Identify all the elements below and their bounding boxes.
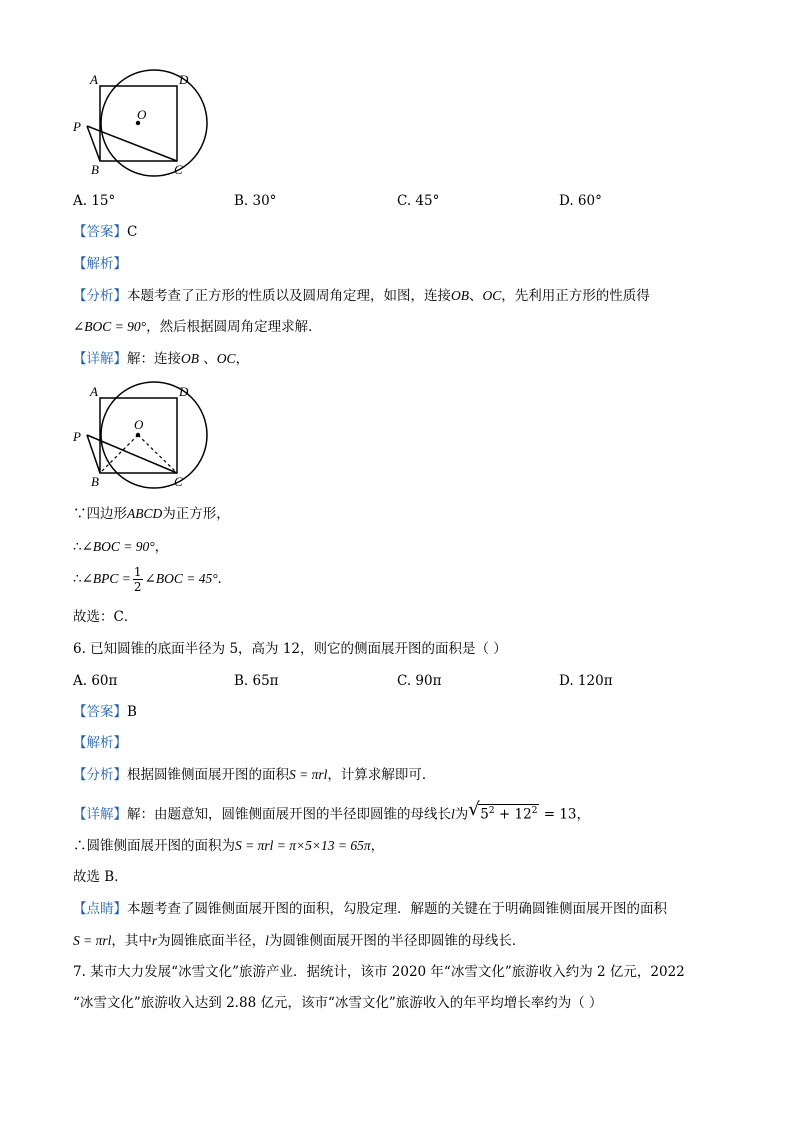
math-ob: OB [451, 288, 469, 303]
math-angle-bpc: ∠BPC = [81, 571, 131, 586]
radical-sign: √ [468, 799, 480, 820]
q5-option-b: B. 30° [234, 193, 277, 209]
exp: 2 [531, 806, 538, 816]
q6-note-line1 [73, 903, 667, 917]
math-abcd: ABCD [127, 506, 163, 521]
sqrt-a: 5 [480, 806, 489, 823]
segment-oc-dashed [138, 435, 177, 473]
label-b: B [91, 474, 99, 489]
detail-wei: 为 [454, 806, 469, 823]
step2-post: ， [154, 539, 169, 555]
label-o: O [134, 417, 144, 432]
q5-option-c: C. 45° [397, 193, 440, 209]
step-pre: ∴圆锥侧面展开图的面积为 [73, 838, 235, 854]
note-text: 本题考查了圆锥侧面展开图的面积，勾股定理．解题的关键在于明确圆锥侧面展开图的面积 [127, 901, 667, 917]
q5-analysis-line2 [73, 320, 322, 335]
math-r: r [151, 933, 158, 948]
analysis-text: 根据圆锥侧面展开图的面积 [127, 767, 289, 783]
step3-post: ． [217, 571, 232, 587]
detail-tag: 【详解】 [73, 351, 127, 367]
label-d: D [179, 72, 189, 87]
label-c: C [174, 162, 183, 177]
center-point [136, 433, 140, 437]
q5-step2 [73, 540, 168, 555]
step1-post: 为正方形， [162, 506, 230, 522]
q5-jiexi: 【解析】 [73, 256, 127, 272]
math-oc: OC [482, 288, 502, 303]
step1-pre: ∵四边形 [73, 506, 127, 522]
sqrt-b: 12 [514, 806, 532, 823]
analysis-line2-text: ，然后根据圆周角定理求解． [146, 319, 322, 335]
sqrt-expression [468, 799, 539, 823]
analysis-text2: ，先利用正方形的性质得 [501, 288, 650, 304]
q5-answer [73, 226, 137, 240]
answer-value: C [127, 224, 138, 240]
q5-option-d: D. 60° [559, 193, 602, 209]
math-area-calc: S = πrl = π×5×13 = 65π [235, 838, 371, 853]
q6-stem: 6. 已知圆锥的底面半径为 5，高为 12，则它的侧面展开图的面积是（ ） [73, 641, 507, 657]
label-d: D [179, 384, 189, 399]
math-l: l [265, 933, 269, 948]
analysis-text: 本题考查了正方形的性质以及圆周角定理，如图，连接 [127, 288, 451, 304]
label-c: C [174, 474, 183, 489]
segment-pb [87, 126, 100, 161]
q5-step1 [73, 507, 230, 522]
analysis-text2: ，计算求解即可． [327, 767, 436, 783]
step-post: ， [370, 838, 385, 854]
figure-circle-square-1 [70, 66, 230, 182]
detail-text: 解：由题意知，圆锥侧面展开图的半径即圆锥的母线长 [127, 806, 451, 823]
detail-end: ， [576, 806, 590, 823]
sqrt-result: = 13 [539, 806, 577, 823]
q5-step3 [73, 566, 231, 593]
label-a: A [90, 72, 98, 87]
q6-jiexi: 【解析】 [73, 735, 127, 751]
radicand [478, 804, 539, 822]
detail-end: ， [235, 351, 250, 367]
q6-answer [73, 706, 137, 720]
detail-tag: 【详解】 [73, 806, 127, 823]
analysis-tag: 【分析】 [73, 767, 127, 783]
q6-step [73, 839, 384, 854]
q5-analysis-line1 [73, 289, 650, 304]
detail-text: 解：连接 [127, 351, 181, 367]
math-ob: OB [181, 351, 199, 366]
note2-b: 为圆锥底面半径， [157, 933, 266, 949]
analysis-tag: 【分析】 [73, 288, 127, 304]
q6-conclusion: 故选 B． [73, 869, 128, 885]
math-angle-boc: ∠BOC = 45° [144, 571, 218, 586]
answer-tag: 【答案】 [73, 704, 127, 720]
sep: 、 [469, 288, 483, 304]
q6-analysis [73, 768, 435, 783]
math-area-formula: S = πrl [289, 767, 328, 782]
step3-pre: ∴ [73, 571, 82, 587]
sep: 、 [199, 351, 217, 367]
answer-value: B [127, 704, 137, 720]
q5-option-a: A. 15° [73, 193, 116, 209]
q6-note-line2 [73, 934, 525, 949]
q6-option-c: C. 90π [397, 673, 442, 689]
note2-c: 为圆锥侧面展开图的半径即圆锥的母线长． [268, 933, 526, 949]
q7-line2: “冰雪文化”旅游收入达到 2.88 亿元，该市“冰雪文化”旅游收入的年平均增长率约为（ ） [73, 995, 603, 1011]
note2-a: ，其中 [111, 933, 152, 949]
math-l: l [451, 806, 455, 822]
label-p: P [73, 119, 81, 134]
label-b: B [91, 162, 99, 177]
label-p: P [73, 429, 81, 444]
math-angle-boc: ∠BOC = 90° [81, 539, 155, 554]
segment-pb [87, 435, 100, 473]
denominator: 2 [133, 580, 142, 594]
label-o: O [137, 107, 147, 122]
q6-option-b: B. 65π [234, 673, 279, 689]
exp: 2 [488, 806, 495, 816]
math-area-formula: S = πrl [73, 933, 112, 948]
math-angle-boc: ∠BOC = 90° [73, 319, 147, 334]
q5-conclusion: 故选：C． [73, 609, 138, 625]
plus: + [494, 806, 515, 823]
note-tag: 【点睛】 [73, 901, 127, 917]
fraction-half [133, 566, 143, 593]
q6-option-a: A. 60π [73, 673, 118, 689]
numerator: 1 [133, 565, 142, 579]
q6-detail [73, 799, 590, 823]
q5-detail [73, 352, 249, 367]
q7-line1: 7. 某市大力发展“冰雪文化”旅游产业．据统计，该市 2020 年“冰雪文化”旅游收入约为 2 亿元，2022 [73, 964, 685, 980]
math-oc: OC [216, 351, 236, 366]
step2-pre: ∴ [73, 539, 82, 555]
figure-circle-square-2 [70, 378, 230, 494]
label-a: A [90, 384, 98, 399]
answer-tag: 【答案】 [73, 224, 127, 240]
q6-option-d: D. 120π [559, 673, 613, 689]
